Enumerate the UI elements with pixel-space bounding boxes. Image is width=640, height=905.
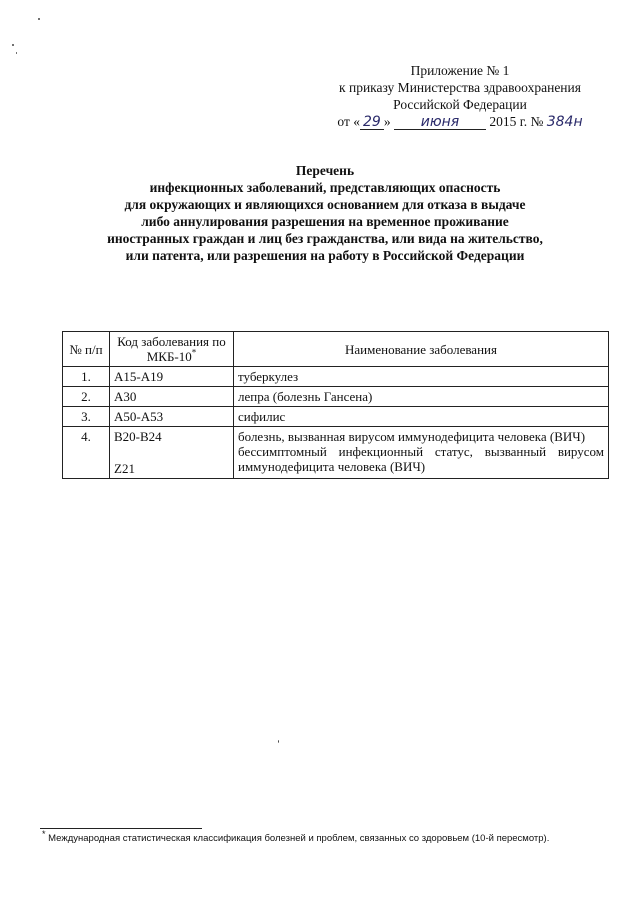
order-month: июня bbox=[394, 115, 486, 130]
order-reference: к приказу Министерства здравоохранения bbox=[339, 80, 581, 95]
table-header-row bbox=[63, 332, 609, 367]
scan-speck bbox=[12, 44, 14, 46]
row-code: A30 bbox=[110, 387, 234, 407]
row-num: 1. bbox=[63, 367, 110, 387]
header-num: № п/п bbox=[63, 332, 110, 367]
footnote-mark: * bbox=[191, 347, 197, 358]
document-title bbox=[40, 162, 610, 264]
footnote-text: Международная статистическая классификация болезней и проблем, связанных со здоровьем (10-й пересмотр). bbox=[48, 833, 550, 844]
code-spacer bbox=[114, 444, 229, 459]
row-num: 3. bbox=[63, 407, 110, 427]
title-line: для окружающих и являющихся основанием для отказа в выдаче bbox=[124, 197, 526, 212]
scan-speck bbox=[38, 18, 40, 20]
row-num: 2. bbox=[63, 387, 110, 407]
date-prefix: от « bbox=[337, 114, 360, 129]
row-name: болезнь, вызванная вирусом иммунодефицита человека (ВИЧ) bbox=[238, 429, 586, 444]
order-year-label: 2015 г. № bbox=[489, 114, 544, 129]
row-name: сифилис bbox=[234, 407, 609, 427]
title-line: Перечень bbox=[295, 163, 355, 178]
footnote-divider bbox=[40, 828, 202, 829]
row-name: туберкулез bbox=[234, 367, 609, 387]
scan-speck bbox=[278, 740, 279, 743]
disease-table bbox=[62, 331, 609, 479]
row-code-secondary: Z21 bbox=[114, 461, 135, 476]
row-code-cell bbox=[110, 427, 234, 479]
row-name-cell bbox=[234, 427, 609, 479]
title-line: либо аннулирования разрешения на временное проживание bbox=[141, 214, 509, 229]
table-row bbox=[63, 367, 609, 387]
row-num: 4. bbox=[63, 427, 110, 479]
header-name: Наименование заболевания bbox=[234, 332, 609, 367]
row-code: A50-A53 bbox=[110, 407, 234, 427]
date-close-quote: » bbox=[383, 114, 391, 129]
appendix-header bbox=[300, 62, 620, 131]
table-row bbox=[63, 387, 609, 407]
table-row bbox=[63, 427, 609, 479]
order-number: 384н bbox=[546, 114, 583, 130]
title-line: иностранных граждан и лиц без гражданства, или вида на жительство, bbox=[107, 231, 543, 246]
header-code bbox=[110, 332, 234, 367]
ministry-country: Российской Федерации bbox=[393, 97, 527, 112]
table-row bbox=[63, 407, 609, 427]
row-name-secondary: бессимптомный инфекционный статус, вызванный вирусом иммунодефицита человека (ВИЧ) bbox=[238, 444, 604, 474]
order-day: 29 bbox=[360, 115, 384, 130]
title-line: инфекционных заболеваний, представляющих опасность bbox=[149, 180, 501, 195]
row-code: B20-B24 bbox=[114, 429, 162, 444]
scan-speck bbox=[16, 52, 17, 54]
order-date-line bbox=[300, 113, 620, 131]
title-line: или патента, или разрешения на работу в Российской Федерации bbox=[125, 248, 525, 263]
row-name: лепра (болезнь Гансена) bbox=[234, 387, 609, 407]
footnote-mark: * bbox=[42, 828, 46, 839]
header-code-label: Код заболевания по МКБ-10 bbox=[117, 334, 226, 364]
footnote bbox=[42, 828, 550, 844]
appendix-label: Приложение № 1 bbox=[410, 63, 510, 78]
row-code: A15-A19 bbox=[110, 367, 234, 387]
